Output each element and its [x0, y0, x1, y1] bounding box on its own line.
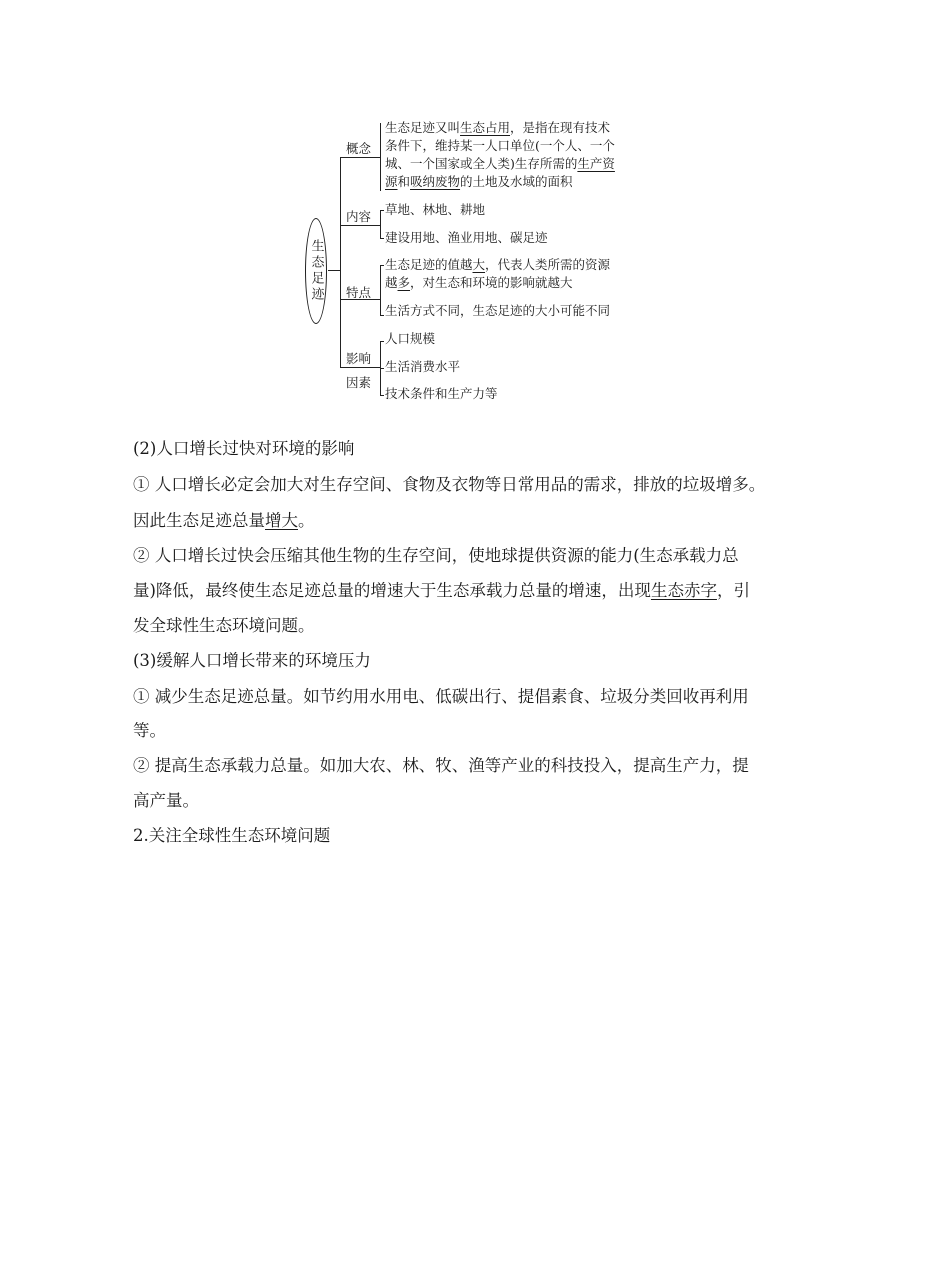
- feature-text: 越: [385, 275, 398, 290]
- concept-bracket: [380, 123, 381, 191]
- concept-line-4: [385, 173, 573, 191]
- label-concept: 概念: [346, 141, 372, 156]
- feature-keyword: 大: [472, 257, 486, 272]
- root-oval: [305, 218, 327, 324]
- paragraph-1-line-2: [133, 510, 315, 532]
- content-item-2: 建设用地、渔业用地、碳足迹: [385, 230, 548, 245]
- label-feature: 特点: [346, 285, 372, 300]
- concept-line-2: [385, 137, 615, 155]
- concept-text: 城、一个国家或全人类)生存所需的: [385, 156, 578, 171]
- concept-keyword: 吸纳废物: [410, 174, 461, 189]
- paragraph-2-line-2: [133, 580, 750, 602]
- factor-item-1: 人口规模: [385, 331, 436, 346]
- section-heading-next: 2.关注全球性生态环境问题: [133, 826, 331, 845]
- paragraph-4-line-1: ② 提高生态承载力总量。如加大农、林、牧、渔等产业的科技投入，提高生产力，提: [133, 756, 749, 775]
- feature-keyword: 多: [397, 275, 411, 290]
- paragraph-text: 。: [298, 511, 315, 530]
- feature-text: 生态足迹的值越: [385, 257, 473, 272]
- feature-tick-1: [380, 265, 384, 266]
- ecological-footprint-diagram: [300, 115, 670, 415]
- paragraph-text: 量)降低，最终使生态足迹总量的增速大于生态承载力总量的增速，出现: [133, 581, 651, 600]
- concept-text: 生态足迹又叫: [385, 120, 461, 135]
- factors-tick-3: [380, 395, 384, 396]
- label-content: 内容: [346, 209, 372, 224]
- concept-text: 和: [397, 174, 411, 189]
- concept-text: 的土地及水域的面积: [460, 174, 573, 189]
- branch-content: [340, 225, 380, 226]
- paragraph-3-line-2: 等。: [133, 721, 166, 740]
- paragraph-2-line-1: ② 人口增长过快会压缩其他生物的生存空间，使地球提供资源的能力(生态承载力总: [133, 546, 739, 565]
- paragraph-1-line-1: ① 人口增长必定会加大对生存空间、食物及衣物等日常用品的需求，排放的垃圾增多。: [133, 475, 766, 494]
- concept-keyword: 生产资: [577, 156, 615, 171]
- feature-tick-2: [380, 315, 384, 316]
- label-factors-2: 因素: [346, 375, 372, 390]
- feature-text: ，代表人类所需的资源: [485, 257, 611, 272]
- paragraph-text: ，引: [716, 581, 750, 600]
- feature-text: ，对生态和环境的影响就越大: [410, 275, 573, 290]
- factor-item-3: 技术条件和生产力等: [385, 386, 498, 401]
- feature-item-2: 生活方式不同，生态足迹的大小可能不同: [385, 303, 611, 318]
- concept-text: ，是指在现有技术: [510, 120, 611, 135]
- feature-item-1-line-2: [385, 274, 573, 292]
- keyword-ecological-deficit: 生态赤字: [650, 581, 717, 600]
- feature-item-1-line-1: [385, 256, 610, 274]
- label-factors-1: 影响: [346, 351, 372, 366]
- concept-text: 条件下，维持某一人口单位(一个人、一个: [385, 138, 615, 153]
- factors-tick-2: [380, 368, 384, 369]
- concept-keyword: 生态占用: [460, 120, 511, 135]
- content-tick-1: [380, 210, 384, 211]
- root-connector: [328, 270, 340, 271]
- keyword-increase: 增大: [265, 511, 298, 530]
- content-bracket: [380, 210, 381, 238]
- branch-concept: [340, 157, 380, 158]
- paragraph-text: 因此生态足迹总量: [133, 511, 265, 530]
- concept-line-1: [385, 119, 610, 137]
- concept-line-3: [385, 155, 615, 173]
- content-item-1: 草地、林地、耕地: [385, 202, 486, 217]
- content-tick-2: [380, 238, 384, 239]
- feature-bracket: [380, 265, 381, 315]
- paragraph-2-line-3: 发全球性生态环境问题。: [133, 616, 315, 635]
- main-spine: [340, 157, 341, 367]
- branch-factors: [340, 367, 380, 368]
- concept-keyword: 源: [385, 174, 398, 189]
- factors-tick-1: [380, 341, 384, 342]
- paragraph-3-line-1: ① 减少生态足迹总量。如节约用水用电、低碳出行、提倡素食、垃圾分类回收再利用: [133, 687, 749, 706]
- paragraph-4-line-2: 高产量。: [133, 791, 199, 810]
- factor-item-2: 生活消费水平: [385, 359, 461, 374]
- section-heading-2: (2)人口增长过快对环境的影响: [133, 439, 355, 458]
- root-label: 生态足迹: [308, 239, 324, 303]
- section-heading-3: (3)缓解人口增长带来的环境压力: [133, 651, 371, 670]
